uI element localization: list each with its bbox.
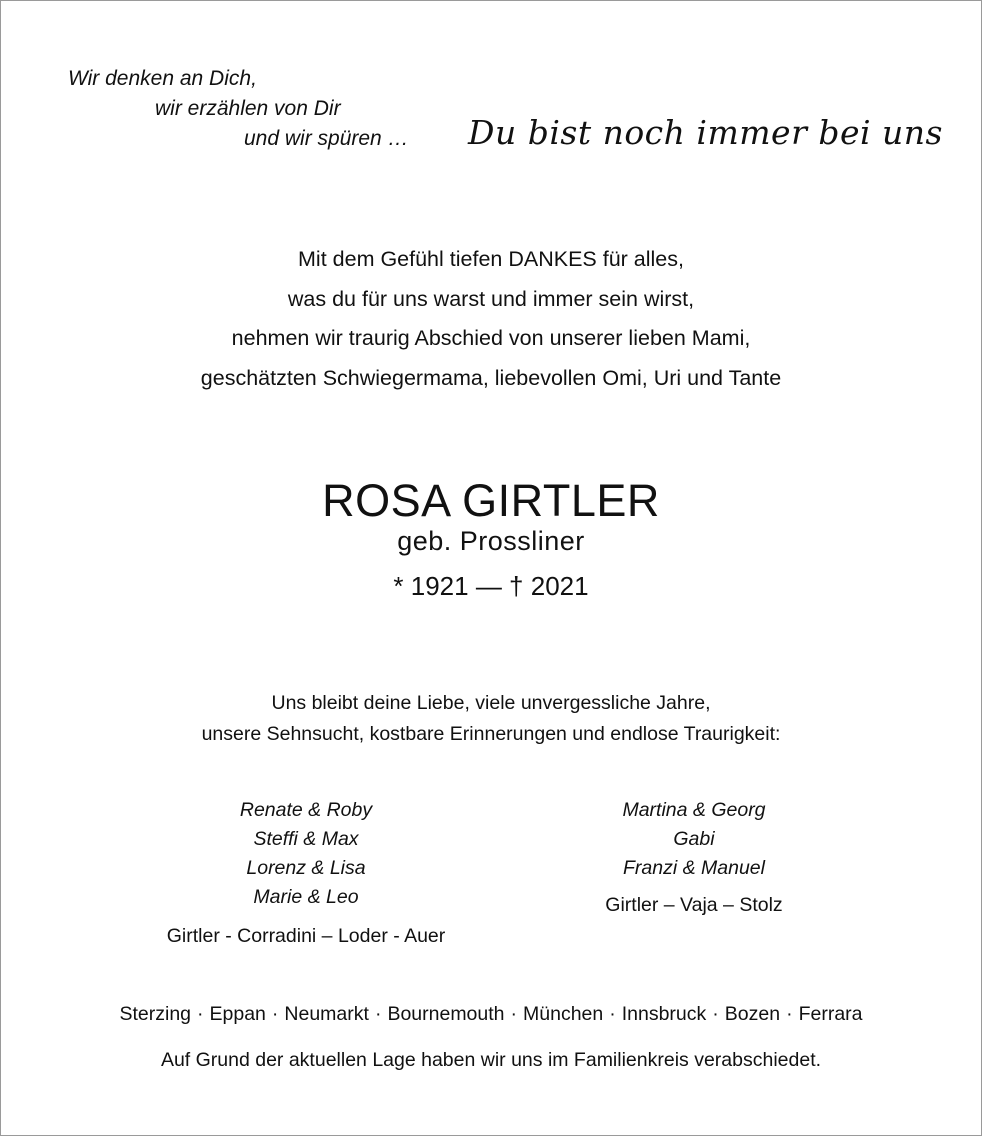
- family-right-surnames: Girtler – Vaja – Stolz: [605, 894, 783, 916]
- mourning-text: [0, 688, 982, 750]
- maiden-name: geb. Prossliner: [397, 526, 585, 556]
- place-separator: ·: [510, 1003, 518, 1025]
- place-name: Innsbruck: [621, 1003, 707, 1025]
- mourning-line: Uns bleibt deine Liebe, viele unvergessliche Jahre,: [271, 692, 711, 714]
- place-separator: ·: [786, 1003, 793, 1025]
- mourning-line: unsere Sehnsucht, kostbare Erinnerungen und endlose Traurigkeit:: [201, 723, 781, 745]
- place-separator: ·: [271, 1003, 279, 1025]
- place-separator: ·: [374, 1003, 382, 1025]
- family-pair: Marie & Leo: [253, 886, 359, 908]
- place-name: Bournemouth: [387, 1003, 505, 1025]
- family-pair: Franzi & Manuel: [623, 857, 765, 879]
- life-dates: * 1921 — † 2021: [393, 571, 589, 601]
- place-name: Neumarkt: [284, 1003, 369, 1025]
- family-right-list: [488, 796, 900, 883]
- closing-notice: Auf Grund der aktuellen Lage haben wir uns im Familienkreis verabschiedet.: [160, 1049, 822, 1071]
- family-pair: Renate & Roby: [239, 799, 373, 821]
- family-left-surnames: Girtler - Corradini – Loder - Auer: [166, 925, 446, 947]
- family-pair: Martina & Georg: [622, 799, 766, 821]
- intro-text: [0, 240, 982, 398]
- place-name: Ferrara: [798, 1003, 863, 1025]
- family-pair: Lorenz & Lisa: [246, 857, 366, 879]
- family-pair: Steffi & Max: [253, 828, 359, 850]
- place-separator: ·: [609, 1003, 616, 1025]
- place-separator: ·: [712, 1003, 719, 1025]
- script-quote: Du bist noch immer bei uns: [468, 113, 943, 152]
- intro-line: Mit dem Gefühl tiefen DANKES für alles,: [298, 247, 684, 271]
- intro-line: geschätzten Schwiegermama, liebevollen Omi, Uri und Tante: [200, 365, 782, 390]
- motto-line-2: wir erzählen von Dir: [155, 97, 341, 120]
- place-name: München: [523, 1003, 604, 1025]
- family-pair: Gabi: [673, 828, 715, 850]
- intro-line: was du für uns warst und immer sein wirst,: [287, 286, 695, 311]
- places-line: [0, 1000, 982, 1028]
- motto-line-3: und wir spüren …: [244, 127, 409, 150]
- deceased-name: ROSA GIRTLER: [322, 475, 660, 526]
- motto-line-1: Wir denken an Dich,: [68, 67, 257, 90]
- place-separator: ·: [197, 1003, 204, 1025]
- intro-line: nehmen wir traurig Abschied von unserer lieben Mami,: [231, 326, 751, 350]
- place-name: Eppan: [209, 1003, 266, 1025]
- place-name: Sterzing: [119, 1003, 192, 1025]
- place-name: Bozen: [724, 1003, 781, 1025]
- family-left-list: [100, 796, 512, 912]
